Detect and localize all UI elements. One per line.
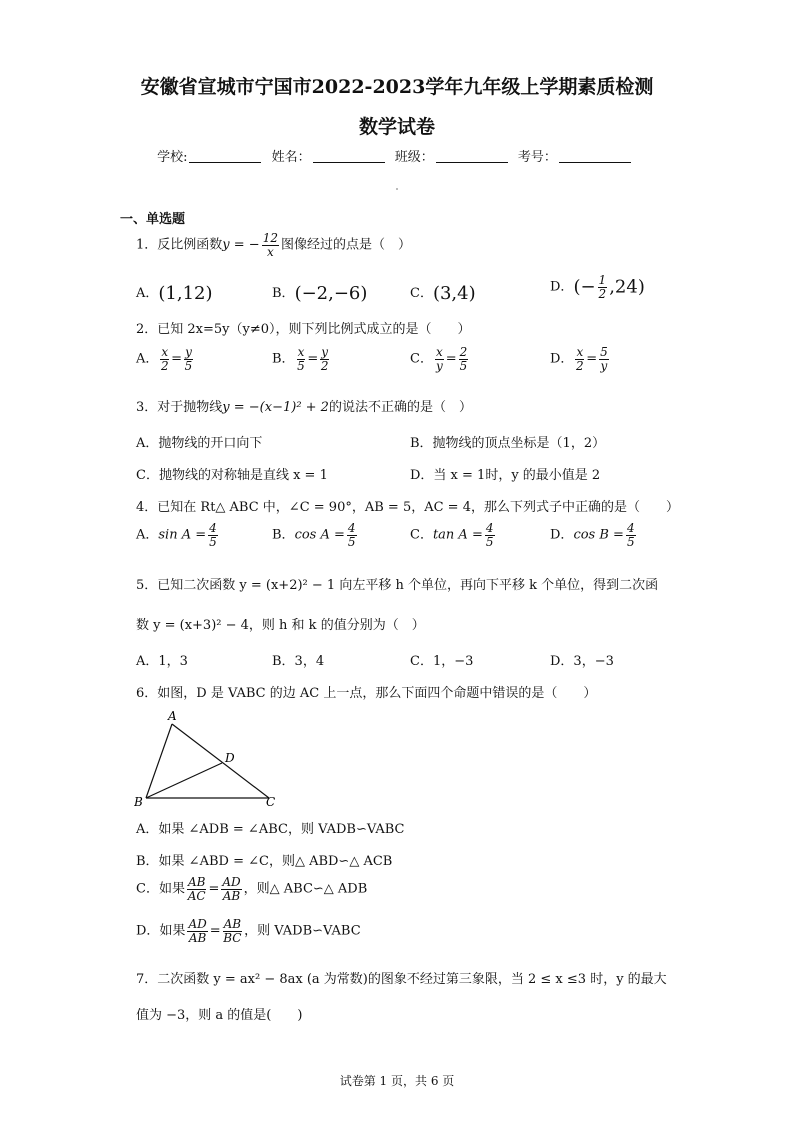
question-7-stem-line2: 值为 −3，则 a 的值是( ) — [136, 1008, 303, 1023]
section-heading: 一、单选题 — [120, 212, 186, 227]
question-4-option-c: C．tan A = $\frac{4}{5}$ — [410, 521, 494, 549]
class-blank — [436, 150, 508, 163]
segment-bd — [146, 763, 222, 798]
point-a-label: A — [168, 709, 177, 723]
question-1-option-a: A．(1,12) — [136, 283, 213, 304]
class-label: 班级： — [394, 150, 434, 165]
question-2-stem: 2．已知 2x=5y（y≠0），则下列比例式成立的是（ ） — [136, 322, 471, 337]
question-2-option-c: C． $\frac{x}{y}$ = $\frac{2}{5}$ — [410, 345, 468, 373]
decorative-dot — [396, 188, 398, 190]
question-5-option-d: D．3，−3 — [550, 654, 614, 669]
segment-ac — [172, 724, 269, 798]
question-6-stem: 6．如图，D 是 VABC 的边 AC 上一点，那么下面四个命题中错误的是（ ） — [136, 686, 597, 701]
question-5-option-b: B．3，4 — [272, 654, 325, 669]
point-c-label: C — [266, 795, 276, 808]
point-b-label: B — [134, 795, 143, 808]
page-footer: 试卷第 1 页，共 6 页 — [339, 1074, 455, 1088]
name-blank — [313, 150, 385, 163]
segment-ab — [146, 724, 172, 798]
question-1-option-b: B．(−2,−6) — [272, 283, 368, 304]
question-5-stem-line1: 5．已知二次函数 y = (x+2)² − 1 向左平移 h 个单位，再向下平移 k 个单位，得到二次函 — [136, 578, 659, 593]
question-3-option-b: B．抛物线的顶点坐标是（1，2） — [410, 436, 606, 451]
question-2-option-d: D． $\frac{x}{2}$ = $\frac{5}{y}$ — [550, 345, 608, 373]
question-5-option-c: C．1，−3 — [410, 654, 474, 669]
point-d-label: D — [225, 751, 235, 765]
question-3-option-c: C．抛物线的对称轴是直线 x = 1 — [136, 468, 328, 483]
exam-no-blank — [559, 150, 631, 163]
exam-no-label: 考号： — [517, 150, 557, 165]
question-4-option-a: A．sin A = $\frac{4}{5}$ — [136, 521, 217, 549]
question-5-option-a: A．1，3 — [136, 654, 188, 669]
question-6-option-a: A．如果 ∠ADB = ∠ABC，则 VADB∽VABC — [136, 822, 405, 837]
question-2-option-a: A． $\frac{x}{2}$ = $\frac{y}{5}$ — [136, 345, 193, 373]
question-5-stem-line2: 数 y = (x+3)² − 4，则 h 和 k 的值分别为（ ） — [136, 618, 425, 633]
question-4-option-b: B．cos A = $\frac{4}{5}$ — [272, 521, 356, 549]
question-3-option-d: D．当 x = 1时，y 的最小值是 2 — [410, 468, 601, 483]
question-7-stem-line1: 7．二次函数 y = ax² − 8ax (a 为常数)的图象不经过第三象限，当 2 ≤ x ≤3 时，y 的最大 — [136, 972, 667, 987]
question-4-stem: 4．已知在 Rt△ ABC 中，∠C = 90°，AB = 5，AC = 4，那么下列式子中正确的是（ ） — [136, 500, 679, 515]
exam-title-line2: 数学试卷 — [358, 116, 435, 138]
school-blank — [189, 150, 261, 163]
school-label: 学校: — [157, 150, 188, 165]
question-2-option-b: B． $\frac{x}{5}$ = $\frac{y}{2}$ — [272, 345, 329, 373]
student-info-row — [0, 146, 794, 165]
question-1-option-c: C．(3,4) — [410, 283, 476, 304]
name-label: 姓名： — [271, 150, 311, 165]
question-1-stem: 1．反比例函数y = − $\frac{12}{x}$ 图像经过的点是（ ） — [136, 231, 411, 259]
triangle-figure — [134, 708, 284, 808]
question-6-option-d: D．如果 $\frac{AD}{AB}$ = $\frac{AB}{BC}$ ，则 VADB∽VABC — [136, 917, 361, 945]
question-3-option-a: A．抛物线的开口向下 — [136, 436, 263, 451]
exam-title-line1: 安徽省宣城市宁国市2022-2023学年九年级上学期素质检测 — [140, 76, 654, 98]
question-6-option-b: B．如果 ∠ABD = ∠C，则△ ABD∽△ ACB — [136, 854, 393, 869]
question-4-option-d: D．cos B = $\frac{4}{5}$ — [550, 521, 635, 549]
question-1-option-d: D．(− $\frac{1}{2}$ ,24) — [550, 273, 645, 301]
question-6-option-c: C．如果 $\frac{AB}{AC}$ = $\frac{AD}{AB}$ ，则△ ABC∽△ ADB — [136, 875, 368, 903]
question-3-stem: 3．对于抛物线y = −(x−1)² + 2的说法不正确的是（ ） — [136, 400, 472, 415]
